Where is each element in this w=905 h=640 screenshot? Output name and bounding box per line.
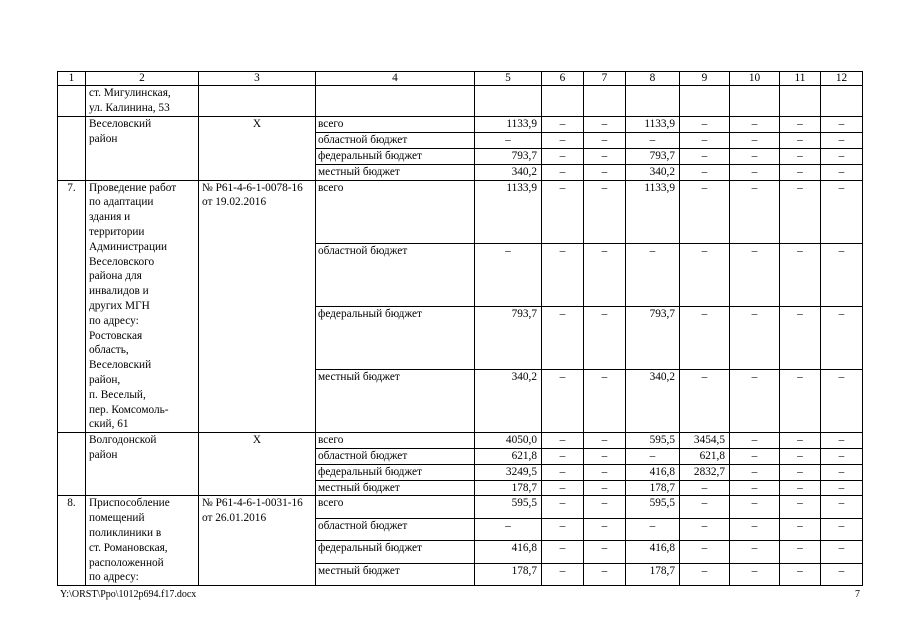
value-cell: – [584, 117, 626, 133]
value-cell: – [542, 464, 584, 480]
value-cell: – [542, 496, 584, 518]
value-cell: – [680, 496, 730, 518]
empty-cell [821, 86, 863, 117]
value-cell: – [680, 243, 730, 306]
funding-source-cell: местный бюджет [316, 563, 475, 585]
item-number-cell: 8. [58, 496, 86, 586]
value-cell: – [730, 369, 780, 432]
value-cell: – [780, 480, 821, 496]
value-cell: – [542, 117, 584, 133]
value-cell: 595,5 [475, 496, 542, 518]
value-cell: – [542, 180, 584, 243]
value-cell: 621,8 [475, 448, 542, 464]
value-cell: – [475, 243, 542, 306]
value-cell: – [821, 480, 863, 496]
value-cell: – [780, 243, 821, 306]
header-cell: 10 [730, 72, 780, 86]
value-cell: – [730, 243, 780, 306]
empty-cell [475, 86, 542, 117]
value-cell: – [821, 306, 863, 369]
value-cell: – [680, 306, 730, 369]
value-cell: – [780, 464, 821, 480]
value-cell: 1133,9 [626, 117, 680, 133]
value-cell: 416,8 [626, 541, 680, 563]
table-body [58, 72, 863, 586]
value-cell: 595,5 [626, 496, 680, 518]
object-name-cell: Волгодонской район [86, 433, 199, 496]
value-cell: – [780, 133, 821, 149]
value-cell: – [821, 149, 863, 165]
value-cell: – [730, 433, 780, 449]
empty-cell [730, 86, 780, 117]
value-cell: – [780, 448, 821, 464]
funding-source-cell: федеральный бюджет [316, 306, 475, 369]
funding-source-cell: областной бюджет [316, 448, 475, 464]
value-cell: – [730, 480, 780, 496]
object-address-cell: ст. Мигулинская, ул. Калинина, 53 [86, 86, 199, 117]
value-cell: – [730, 496, 780, 518]
header-cell: 8 [626, 72, 680, 86]
header-cell: 5 [475, 72, 542, 86]
header-cell: 1 [58, 72, 86, 86]
value-cell: – [542, 164, 584, 180]
value-cell: – [584, 180, 626, 243]
value-cell: – [584, 149, 626, 165]
value-cell: – [780, 149, 821, 165]
value-cell: – [780, 164, 821, 180]
value-cell: – [780, 518, 821, 540]
value-cell: – [821, 433, 863, 449]
value-cell: 178,7 [626, 563, 680, 585]
empty-cell [199, 86, 316, 117]
value-cell: – [730, 117, 780, 133]
value-cell: – [584, 518, 626, 540]
header-cell: 7 [584, 72, 626, 86]
value-cell: – [821, 563, 863, 585]
value-cell: 595,5 [626, 433, 680, 449]
funding-source-cell: местный бюджет [316, 480, 475, 496]
empty-cell [58, 86, 86, 117]
value-cell: – [821, 180, 863, 243]
empty-cell [542, 86, 584, 117]
funding-source-cell: всего [316, 496, 475, 518]
header-cell: 6 [542, 72, 584, 86]
value-cell: – [626, 133, 680, 149]
value-cell: – [821, 496, 863, 518]
value-cell: – [584, 164, 626, 180]
value-cell: – [680, 563, 730, 585]
value-cell: – [680, 180, 730, 243]
value-cell: – [542, 149, 584, 165]
value-cell: – [542, 306, 584, 369]
value-cell: – [821, 133, 863, 149]
value-cell: – [821, 369, 863, 432]
value-cell: – [680, 369, 730, 432]
value-cell: – [730, 306, 780, 369]
value-cell: – [680, 133, 730, 149]
empty-cell [780, 86, 821, 117]
header-cell: 4 [316, 72, 475, 86]
funding-source-cell: местный бюджет [316, 164, 475, 180]
empty-cell [316, 86, 475, 117]
value-cell: – [780, 369, 821, 432]
value-cell: – [542, 433, 584, 449]
value-cell: – [626, 448, 680, 464]
value-cell: – [680, 518, 730, 540]
table-row [58, 117, 863, 133]
value-cell: – [680, 117, 730, 133]
funding-source-cell: областной бюджет [316, 518, 475, 540]
value-cell: 1133,9 [626, 180, 680, 243]
value-cell: – [680, 480, 730, 496]
funding-source-cell: областной бюджет [316, 133, 475, 149]
header-cell: 9 [680, 72, 730, 86]
value-cell: 793,7 [475, 149, 542, 165]
table-row [58, 433, 863, 449]
value-cell: 621,8 [680, 448, 730, 464]
value-cell: – [821, 448, 863, 464]
value-cell: – [780, 433, 821, 449]
value-cell: – [542, 563, 584, 585]
funding-source-cell: всего [316, 433, 475, 449]
value-cell: – [584, 448, 626, 464]
value-cell: 340,2 [475, 369, 542, 432]
value-cell: – [730, 464, 780, 480]
value-cell: – [475, 133, 542, 149]
value-cell: – [780, 496, 821, 518]
value-cell: – [626, 518, 680, 540]
value-cell: 1133,9 [475, 117, 542, 133]
file-path: Y:\ORST\Ppo\1012p694.f17.docx [60, 589, 197, 600]
value-cell: – [780, 180, 821, 243]
value-cell: – [584, 496, 626, 518]
value-cell: 793,7 [626, 306, 680, 369]
budget-table [57, 71, 863, 586]
table-row [58, 180, 863, 243]
value-cell: 793,7 [475, 306, 542, 369]
value-cell: – [780, 541, 821, 563]
value-cell: – [730, 448, 780, 464]
value-cell: – [780, 117, 821, 133]
funding-source-cell: федеральный бюджет [316, 541, 475, 563]
empty-cell [626, 86, 680, 117]
value-cell: – [584, 563, 626, 585]
value-cell: 340,2 [475, 164, 542, 180]
funding-source-cell: федеральный бюджет [316, 149, 475, 165]
value-cell: 793,7 [626, 149, 680, 165]
value-cell: 416,8 [626, 464, 680, 480]
value-cell: 416,8 [475, 541, 542, 563]
value-cell: 2832,7 [680, 464, 730, 480]
page-number: 7 [855, 589, 860, 600]
funding-source-cell: федеральный бюджет [316, 464, 475, 480]
value-cell: 3249,5 [475, 464, 542, 480]
value-cell: – [730, 541, 780, 563]
value-cell: – [821, 117, 863, 133]
header-cell: 3 [199, 72, 316, 86]
value-cell: – [584, 464, 626, 480]
value-cell: – [542, 243, 584, 306]
value-cell: – [584, 306, 626, 369]
document-cell: № Р61-4-6-1-0031-16 от 26.01.2016 [199, 496, 316, 586]
value-cell: – [542, 369, 584, 432]
item-number-cell: 7. [58, 180, 86, 433]
value-cell: – [584, 369, 626, 432]
value-cell: – [542, 541, 584, 563]
header-cell: 11 [780, 72, 821, 86]
value-cell: – [821, 164, 863, 180]
value-cell: – [542, 518, 584, 540]
value-cell: – [821, 518, 863, 540]
value-cell: – [730, 149, 780, 165]
header-cell: 12 [821, 72, 863, 86]
value-cell: – [542, 133, 584, 149]
value-cell: – [680, 149, 730, 165]
value-cell: – [584, 433, 626, 449]
value-cell: – [680, 541, 730, 563]
continuation-row [58, 86, 863, 117]
document-cell: Х [199, 433, 316, 496]
object-name-cell: Приспособление помещений поликлиники в ст. Романовская, расположенной по адресу: [86, 496, 199, 586]
value-cell: – [730, 180, 780, 243]
funding-source-cell: местный бюджет [316, 369, 475, 432]
document-cell: Х [199, 117, 316, 180]
value-cell: – [821, 541, 863, 563]
object-name-cell: Проведение работ по адаптации здания и территории Администрации Веселовского района для инвалидов и других МГН по адресу: Ростовская область, Веселовский район, п. Веселый, пер. Комсомоль- ский, 61 [86, 180, 199, 433]
value-cell: 340,2 [626, 369, 680, 432]
value-cell: – [584, 243, 626, 306]
value-cell: – [730, 518, 780, 540]
value-cell: – [780, 306, 821, 369]
value-cell: 340,2 [626, 164, 680, 180]
header-row [58, 72, 863, 86]
value-cell: – [680, 164, 730, 180]
value-cell: – [584, 133, 626, 149]
value-cell: – [730, 133, 780, 149]
empty-cell [680, 86, 730, 117]
value-cell: – [475, 518, 542, 540]
value-cell: 1133,9 [475, 180, 542, 243]
value-cell: – [821, 464, 863, 480]
item-number-cell [58, 433, 86, 496]
value-cell: – [780, 563, 821, 585]
value-cell: 178,7 [475, 480, 542, 496]
value-cell: 3454,5 [680, 433, 730, 449]
table-row [58, 496, 863, 518]
funding-source-cell: всего [316, 117, 475, 133]
value-cell: – [542, 448, 584, 464]
object-name-cell: Веселовский район [86, 117, 199, 180]
value-cell: – [584, 480, 626, 496]
empty-cell [584, 86, 626, 117]
value-cell: 178,7 [626, 480, 680, 496]
item-number-cell [58, 117, 86, 180]
value-cell: – [626, 243, 680, 306]
value-cell: – [584, 541, 626, 563]
value-cell: – [821, 243, 863, 306]
value-cell: 178,7 [475, 563, 542, 585]
value-cell: 4050,0 [475, 433, 542, 449]
funding-source-cell: областной бюджет [316, 243, 475, 306]
value-cell: – [542, 480, 584, 496]
value-cell: – [730, 563, 780, 585]
header-cell: 2 [86, 72, 199, 86]
value-cell: – [730, 164, 780, 180]
funding-source-cell: всего [316, 180, 475, 243]
document-cell: № Р61-4-6-1-0078-16 от 19.02.2016 [199, 180, 316, 433]
